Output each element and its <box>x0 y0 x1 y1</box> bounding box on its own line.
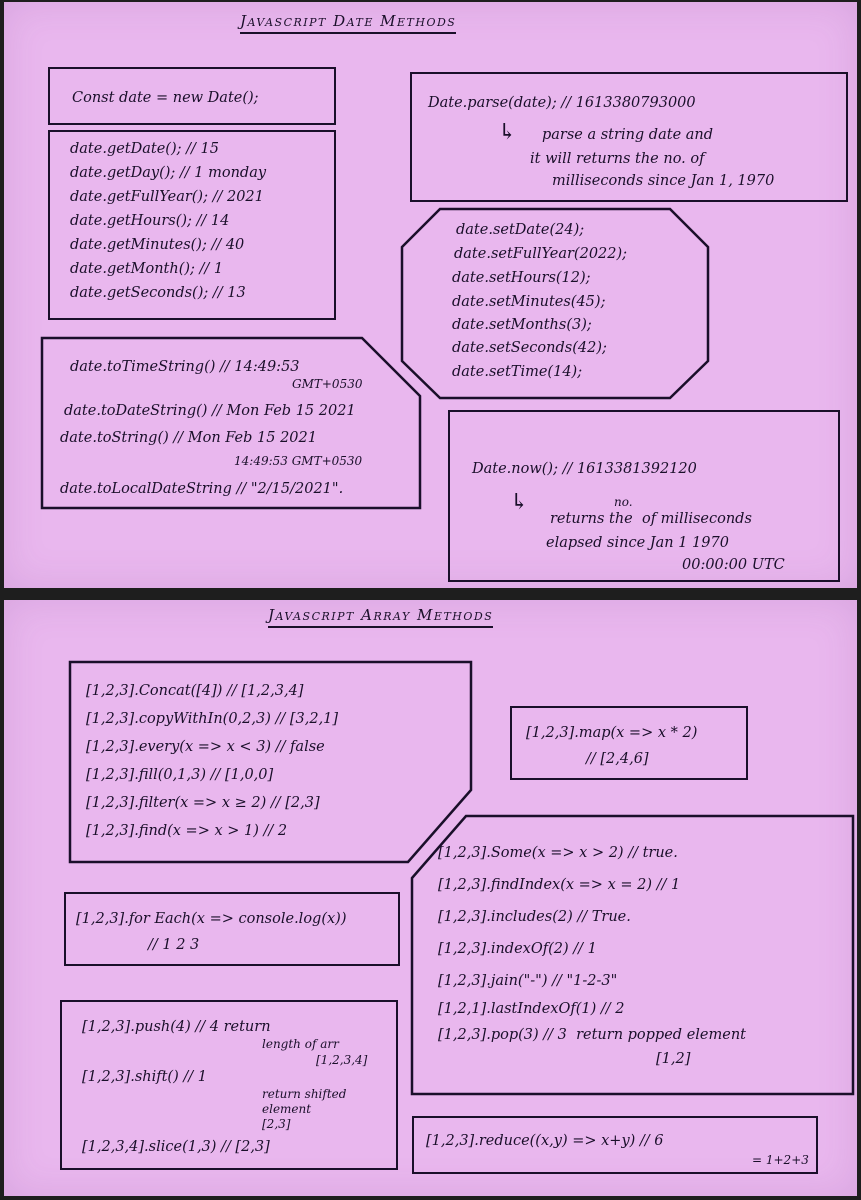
parse-box <box>410 72 848 202</box>
now-box <box>448 410 840 582</box>
foreach-result: // 1 2 3 <box>148 937 200 953</box>
map-box <box>510 706 748 780</box>
shift-code: [1,2,3].shift() // 1 <box>82 1069 207 1085</box>
pop-result: [1,2] <box>656 1051 691 1067</box>
map-result: // [2,4,6] <box>586 751 649 767</box>
to-time-string-line: date.toTimeString() // 14:49:53 <box>70 359 300 375</box>
array-section-title: Javascript Array Methods <box>268 606 493 628</box>
shift-note: [2,3] <box>262 1117 291 1131</box>
setter-line: date.setMonths(3); <box>452 317 592 333</box>
shift-note: return shifted <box>262 1087 347 1101</box>
curved-arrow-icon: ↳ <box>510 490 529 515</box>
now-code: Date.now(); // 1613381392120 <box>472 461 697 477</box>
getter-line: date.getDate(); // 15 <box>70 141 219 157</box>
to-date-string-line: date.toDateString() // Mon Feb 15 2021 <box>64 403 356 419</box>
getter-line: date.getSeconds(); // 13 <box>70 285 246 301</box>
push-code: [1,2,3].push(4) // 4 return <box>82 1019 271 1035</box>
getter-line: date.getFullYear(); // 2021 <box>70 189 264 205</box>
curved-arrow-icon: ↳ <box>498 120 517 145</box>
constructor-box <box>48 67 336 125</box>
array-method-line: [1,2,3].filter(x => x ≥ 2) // [2,3] <box>86 795 320 811</box>
setter-line: date.setFullYear(2022); <box>454 246 628 262</box>
foreach-box <box>64 892 400 966</box>
now-sup: no. <box>614 495 633 509</box>
foreach-code: [1,2,3].for Each(x => console.log(x)) <box>76 911 347 927</box>
constructor-line: Const date = new Date(); <box>72 90 259 106</box>
array-method-line: [1,2,1].lastIndexOf(1) // 2 <box>438 1001 625 1017</box>
now-note: elapsed since Jan 1 1970 <box>546 535 729 551</box>
push-note: [1,2,3,4] <box>316 1053 368 1067</box>
array-method-line: [1,2,3].includes(2) // True. <box>438 909 631 925</box>
date-section-title: Javascript Date Methods <box>240 12 456 34</box>
array-method-line: [1,2,3].fill(0,1,3) // [1,0,0] <box>86 767 274 783</box>
setter-line: date.setTime(14); <box>452 364 583 380</box>
date-methods-sheet <box>4 2 857 588</box>
to-local-date-string-line: date.toLocalDateString // "2/15/2021". <box>60 481 344 497</box>
array-method-line: [1,2,3].findIndex(x => x = 2) // 1 <box>438 877 681 893</box>
array-method-line: [1,2,3].every(x => x < 3) // false <box>86 739 325 755</box>
parse-note: parse a string date and <box>542 127 714 143</box>
setter-line: date.setSeconds(42); <box>452 340 607 356</box>
setter-line: date.setMinutes(45); <box>452 294 606 310</box>
to-string-tz: 14:49:53 GMT+0530 <box>234 454 363 468</box>
array-method-line: [1,2,3].Some(x => x > 2) // true. <box>438 845 678 861</box>
getter-line: date.getHours(); // 14 <box>70 213 230 229</box>
setter-line: date.setHours(12); <box>452 270 591 286</box>
shift-note: element <box>262 1102 312 1116</box>
push-shift-slice-box <box>60 1000 398 1170</box>
slice-code: [1,2,3,4].slice(1,3) // [2,3] <box>82 1139 270 1155</box>
array-method-line: [1,2,3].pop(3) // 3 return popped element <box>438 1027 746 1043</box>
array-method-line: [1,2,3].copyWithIn(0,2,3) // [3,2,1] <box>86 711 339 727</box>
parse-note: it will returns the no. of <box>530 151 705 167</box>
reduce-result: = 1+2+3 <box>752 1153 809 1167</box>
now-note: 00:00:00 UTC <box>682 557 785 573</box>
parse-note: milliseconds since Jan 1, 1970 <box>552 173 775 189</box>
to-string-line: date.toString() // Mon Feb 15 2021 <box>60 430 317 446</box>
array-method-line: [1,2,3].find(x => x > 1) // 2 <box>86 823 288 839</box>
to-time-string-tz: GMT+0530 <box>292 377 363 391</box>
now-note: returns the of milliseconds <box>550 511 752 527</box>
array-method-line: [1,2,3].Concat([4]) // [1,2,3,4] <box>86 683 304 699</box>
parse-code: Date.parse(date); // 1613380793000 <box>428 95 696 111</box>
push-note: length of arr <box>262 1037 339 1051</box>
getter-line: date.getMonth(); // 1 <box>70 261 224 277</box>
map-code: [1,2,3].map(x => x * 2) <box>526 725 698 741</box>
setter-line: date.setDate(24); <box>456 222 585 238</box>
array-method-line: [1,2,3].jain("-") // "1-2-3" <box>438 973 618 989</box>
getter-line: date.getDay(); // 1 monday <box>70 165 267 181</box>
array-method-line: [1,2,3].indexOf(2) // 1 <box>438 941 597 957</box>
getters-box <box>48 130 336 320</box>
reduce-code: [1,2,3].reduce((x,y) => x+y) // 6 <box>426 1133 664 1149</box>
array-methods-sheet <box>4 600 857 1196</box>
reduce-box <box>412 1116 818 1174</box>
getter-line: date.getMinutes(); // 40 <box>70 237 245 253</box>
